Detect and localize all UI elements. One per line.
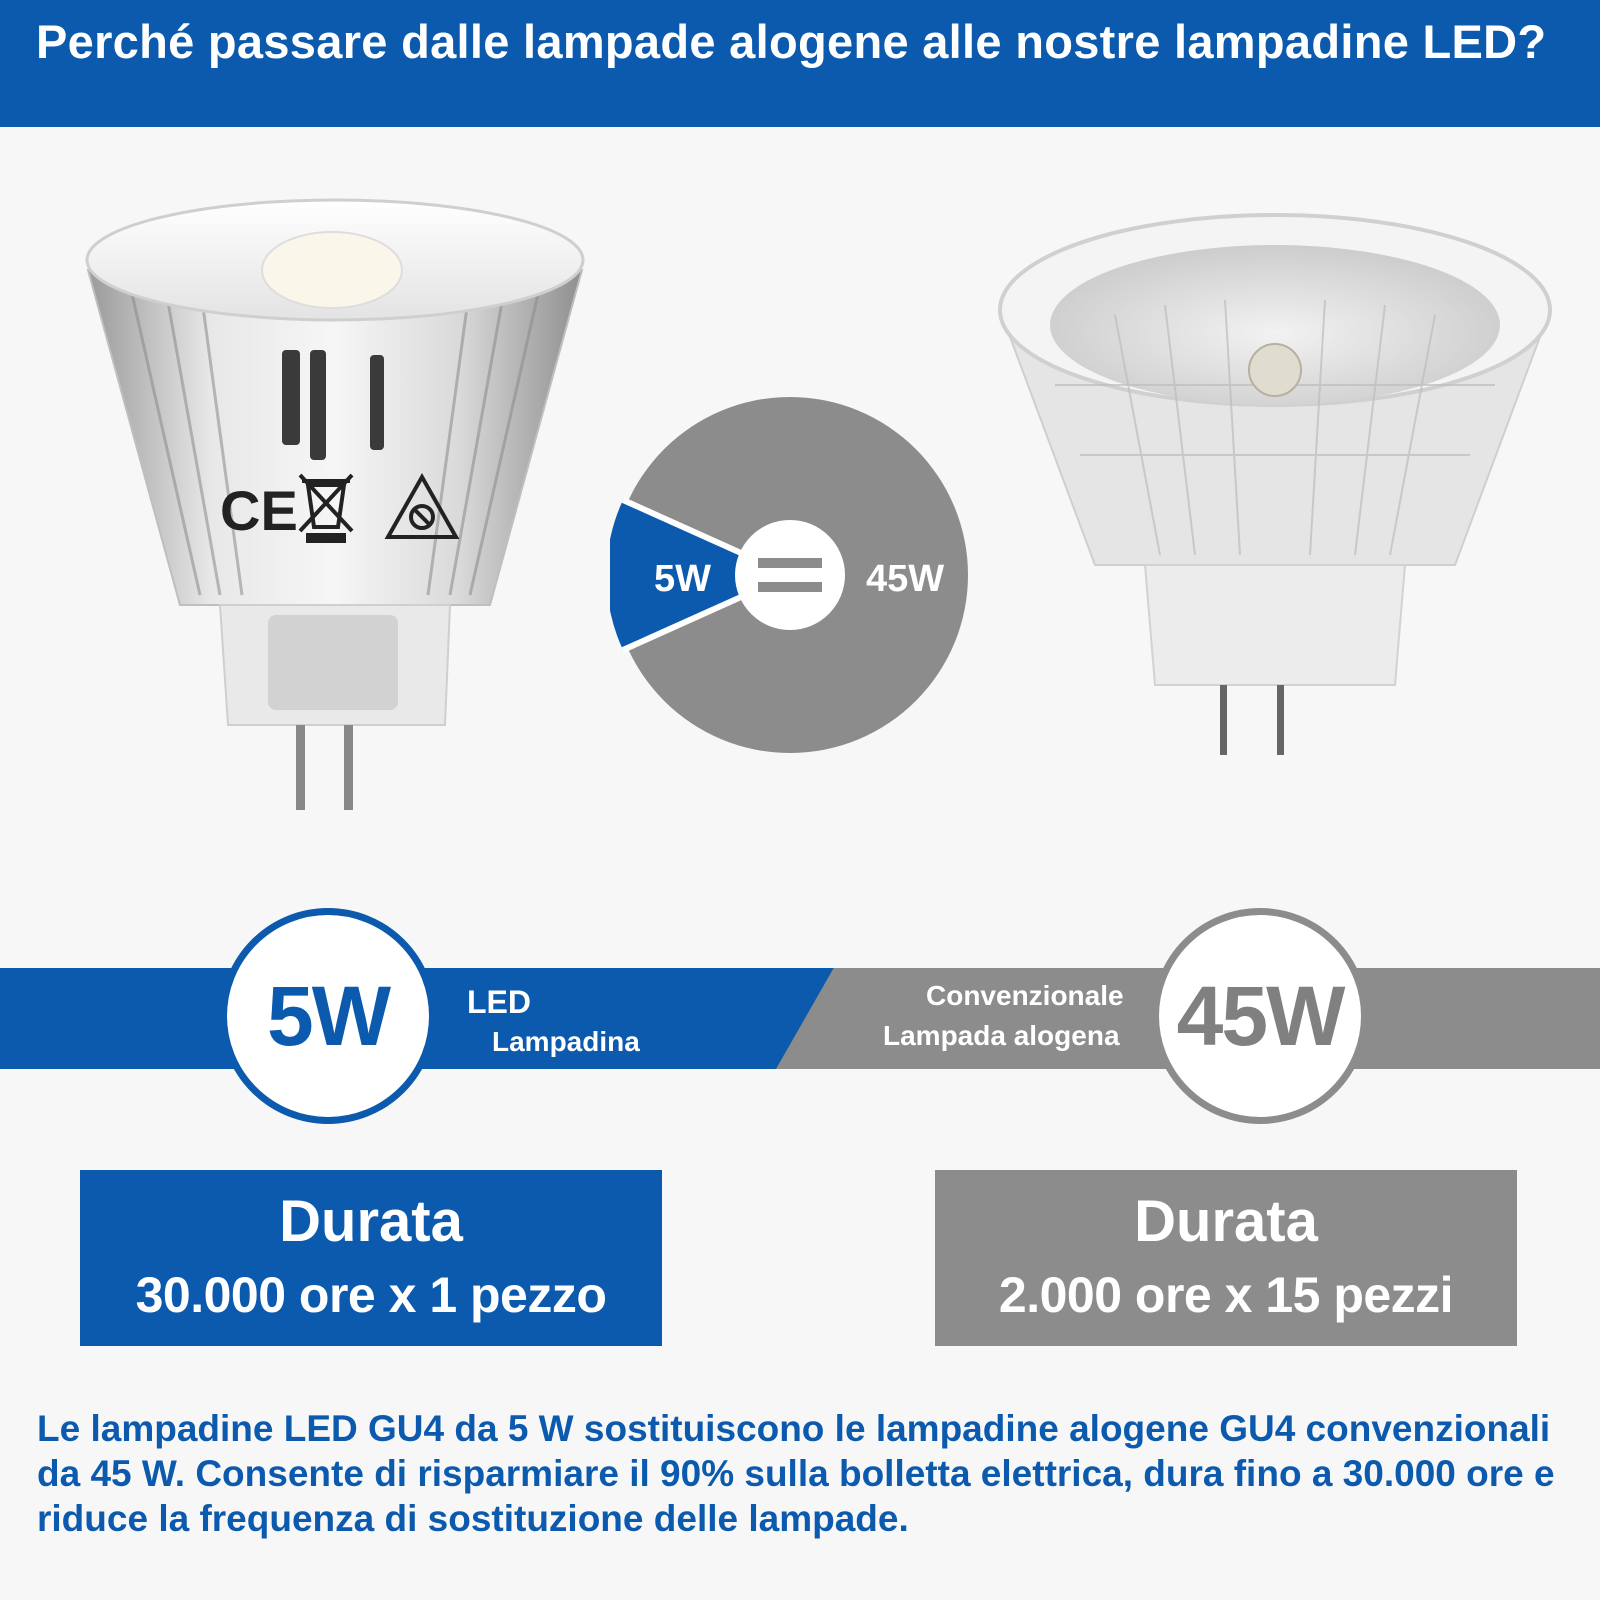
led-duration-title: Durata [279, 1189, 463, 1254]
halogen-duration-box [935, 1170, 1517, 1346]
led-bulb-image [70, 175, 600, 845]
led-duration-box [80, 1170, 662, 1346]
pie-led-label: 5W [654, 558, 711, 600]
halogen-bulb-image [995, 195, 1555, 795]
halogen-duration-title: Durata [1134, 1189, 1318, 1254]
halogen-label-line1: Convenzionale [926, 980, 1124, 1011]
header-bar [0, 0, 1600, 127]
page-title: Perché passare dalle lampade alogene alle nostre lampadine LED? [36, 15, 1547, 68]
ce-mark-icon: CE [220, 479, 298, 542]
halogen-duration-value: 2.000 ore x 15 pezzi [998, 1267, 1454, 1323]
description-text: Le lampadine LED GU4 da 5 W sostituiscono le lampadine alogene GU4 convenzionali da 45 W. Consente di risparmiare il 90% sulla bolletta elettrica, dura fino a 30.000 ore e riduce la frequenza di sostituzione delle lampade. [37, 1408, 1555, 1539]
halogen-watt-badge [1152, 908, 1368, 1124]
wattage-comparison-pie [610, 395, 970, 755]
pie-halogen-label: 45W [866, 558, 945, 600]
halogen-watt-value: 45W [1176, 968, 1344, 1063]
led-label-line2: Lampadina [492, 1026, 640, 1057]
led-duration-value: 30.000 ore x 1 pezzo [135, 1267, 607, 1323]
led-watt-badge [220, 908, 436, 1124]
halogen-label-line2: Lampada alogena [883, 1020, 1120, 1051]
led-label-line1: LED [467, 984, 531, 1020]
led-watt-value: 5W [267, 968, 389, 1063]
